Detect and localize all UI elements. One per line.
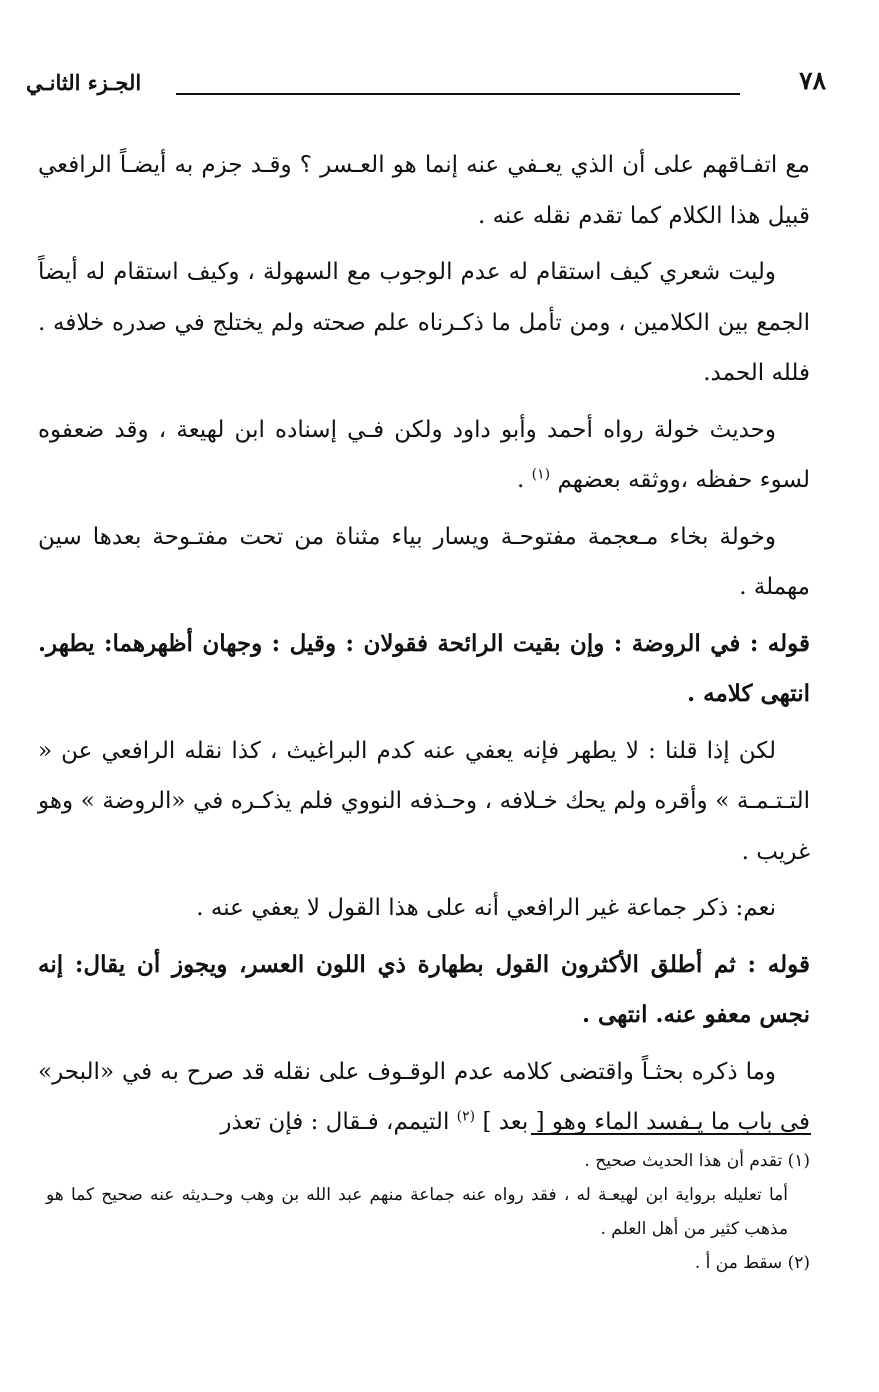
footnote-rule bbox=[531, 1133, 811, 1135]
header-rule bbox=[176, 93, 740, 95]
footnote: (٢) سقط من أ . bbox=[694, 1253, 810, 1273]
footnote-ref: (١) bbox=[531, 466, 551, 483]
paragraph: لكن إذا قلنا : لا يطهر فإنه يعفي عنه كدم البراغيث ، كذا نقله الرافعي عن « التـتـمـة » وأقره ولم يحك خـلافه ، وحـذفه النووي فلم يذكـره في «الروضة » وهو غريب . bbox=[38, 737, 810, 865]
main-text bbox=[38, 140, 810, 1154]
page-header bbox=[26, 66, 826, 110]
paragraph-text: وحديث خولة رواه أحمد وأبو داود ولكن فـي إسناده ابن لهيعة ، وقد ضعفوه لسوء حفظه ،ووثقه بعضهم bbox=[38, 416, 810, 493]
paragraph: مع اتفـاقهم على أن الذي يعـفي عنه إنما هو العـسر ؟ وقـد جزم به أيضـاً الرافعي قبيل هذا الكلام كما تقدم نقله عنه . bbox=[38, 152, 810, 229]
paragraph bbox=[38, 405, 810, 506]
paragraph-text: وما ذكره بحثـاً واقتضى كلامه عدم الوقـوف على نقله قد صرح به في «البحر» في باب ما يـفسد الماء وهو [ بعد ] bbox=[38, 1058, 810, 1135]
paragraph-text: . bbox=[517, 467, 532, 493]
bold-quote: قوله : في الروضة : وإن بقيت الرائحة فقولان : وقيل : وجهان أظهرهما: يطهر. انتهى كلامه . bbox=[38, 629, 810, 707]
running-title: الجـزء الثانـي bbox=[26, 70, 142, 95]
footnote-continuation: أما تعليله برواية ابن لهيعـة له ، فقد رواه عنه جماعة منهم عبد الله بن وهب وحـديثه عنه صحيح كما هو مذهب كثير من أهل العلم . bbox=[46, 1185, 788, 1239]
paragraph: نعم: ذكر جماعة غير الرافعي أنه على هذا القول لا يعفي عنه . bbox=[196, 895, 776, 921]
footnote: (١) تقدم أن هذا الحديث صحيح . bbox=[584, 1151, 810, 1171]
paragraph-text: التيمم، فـقال : فإن تعذر bbox=[220, 1109, 457, 1135]
footnotes bbox=[46, 1144, 810, 1280]
footnote-ref: (٢) bbox=[456, 1108, 476, 1125]
page-number: ٧٨ bbox=[799, 66, 826, 95]
paragraph: وخولة بخاء مـعجمة مفتوحـة ويسار بياء مثناة من تحت مفتـوحة بعدها سين مهملة . bbox=[38, 523, 810, 600]
bold-quote: قوله : ثم أطلق الأكثرون القول بطهارة ذي اللون العسر، ويجوز أن يقال: إنه نجس معفو عنه. انتهى . bbox=[38, 950, 810, 1028]
paragraph: وليت شعري كيف استقام له عدم الوجوب مع السهولة ، وكيف استقام له أيضاً الجمع بين الكلامين ، ومن تأمل ما ذكـرناه علم صحته ولم يختلج في صدره خلافه . فلله الحمد. bbox=[38, 259, 810, 386]
